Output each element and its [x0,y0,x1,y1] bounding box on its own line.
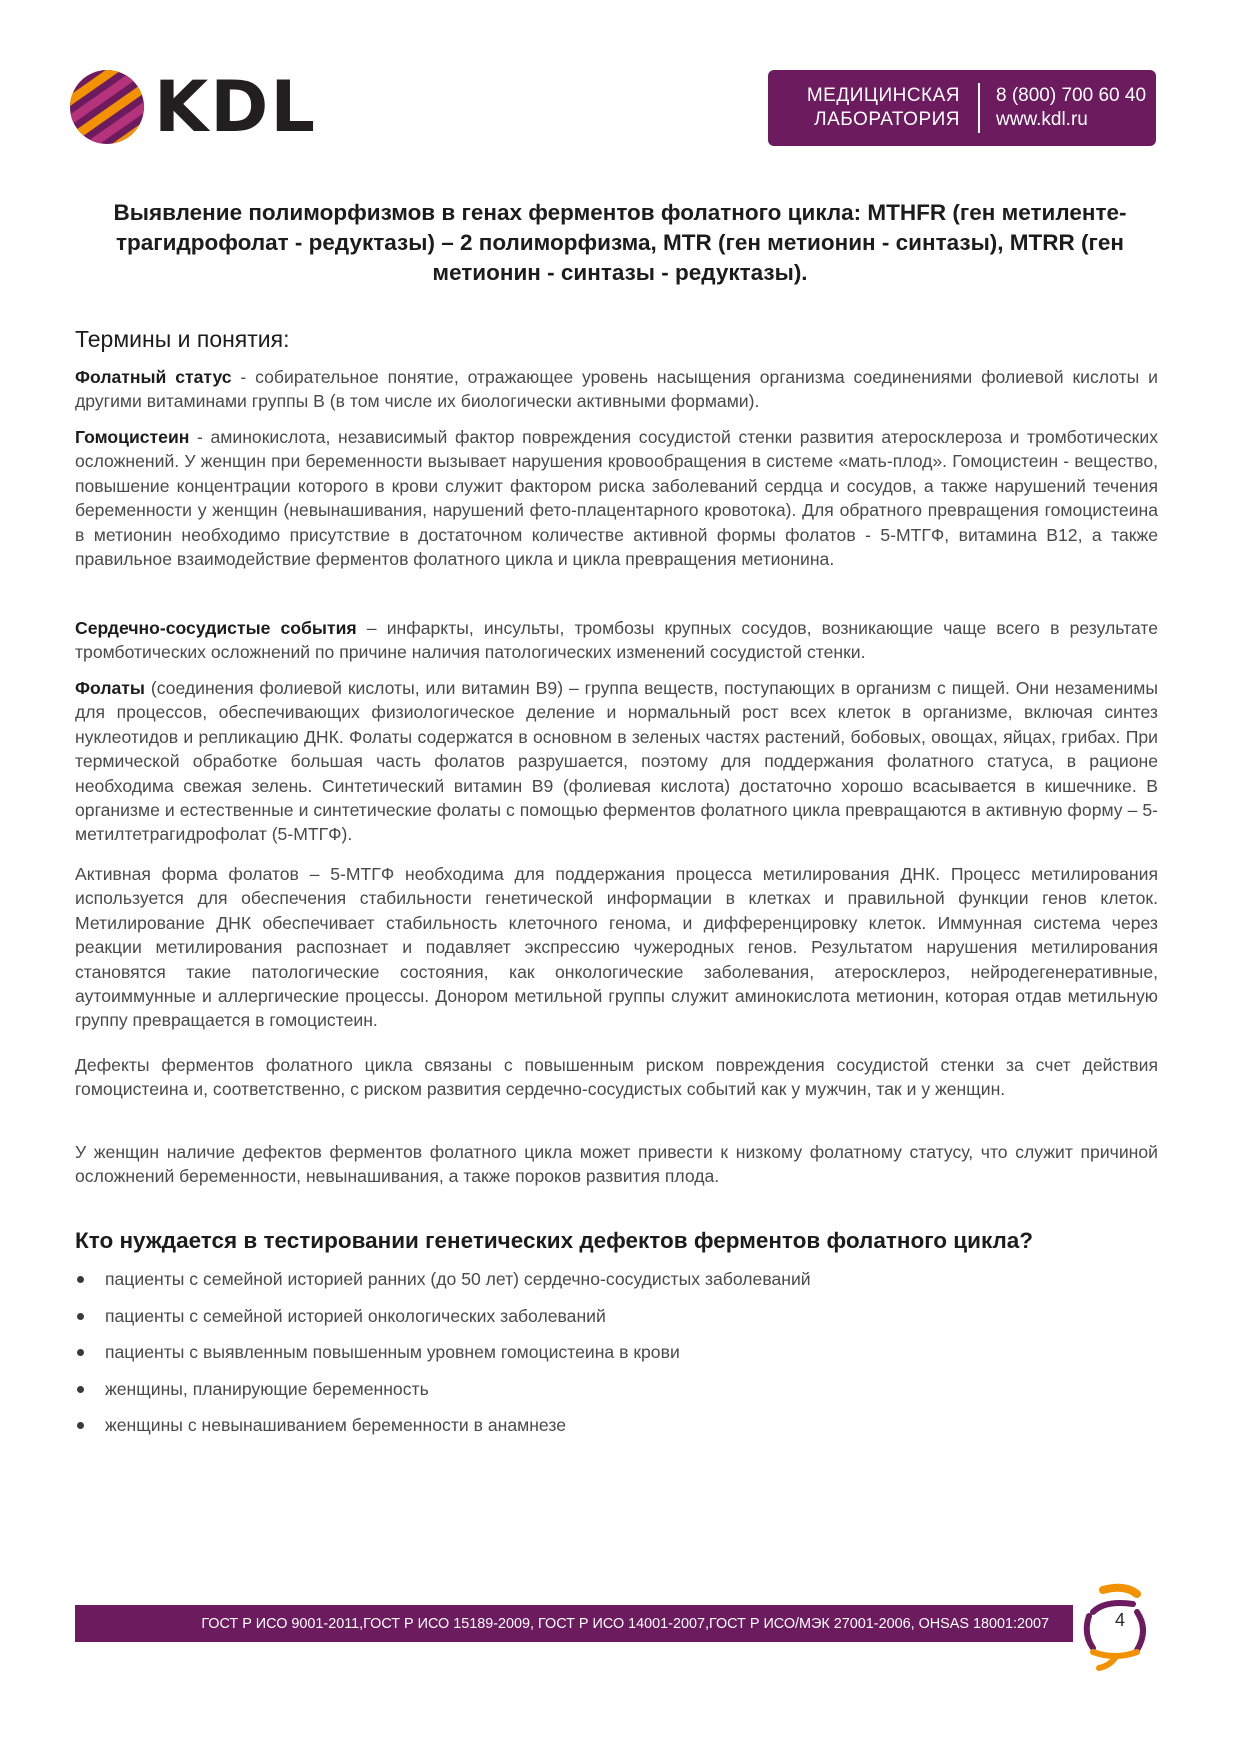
header-contact-box [768,70,1156,146]
contact-info [980,84,1146,132]
homocysteine-text: - аминокислота, независимый фактор повреждения сосудистой стенки развития атеросклероза и тромботических осложнений. У женщин при беременности вызывает нарушения кровообращения в системе «мать-плод». Гомоцистеин - вещество, повышение концентрации которого в крови служит фактором риска заболеваний сердца и сосудов, а также нарушений течения беременности у женщин (невынашивания, нарушений фето-плацентарного кровотока). Для обратного превращения гомоцистеина в метионин необходимо присутствие в достаточном количестве активной формы фолатов - 5-МТГФ, витамина В12, а также правильное взаимодействие ферментов фолатного цикла и цикла превращения метионина. [75,427,1158,570]
website-link[interactable]: www.kdl.ru [996,109,1088,130]
logo-wordmark: KDL [154,66,317,148]
homocysteine-term: Гомоцистеин [75,427,190,447]
kdl-logo [68,68,317,146]
testing-heading: Кто нуждается в тестировании генетических дефектов ферментов фолатного цикла? [75,1228,1034,1253]
lab-label [768,84,978,132]
phone-number: 8 (800) 700 60 40 [996,85,1147,106]
list-item: пациенты с семейной историей ранних (до 50 лет) сердечно-сосудистых заболеваний [75,1267,811,1304]
list-item: женщины с невынашиванием беременности в анамнезе [75,1413,811,1450]
cv-events-paragraph [75,616,1158,665]
homocysteine-paragraph [75,425,1158,571]
cv-events-text: – инфаркты, инсульты, тромбозы крупных сосудов, возникающие чаще всего в результате тромботических осложнений по причине наличия патологических изменений сосудистой стенки. [75,618,1158,663]
folate-status-paragraph [75,365,1158,414]
list-item: пациенты с семейной историей онкологических заболеваний [75,1304,811,1341]
cv-events-term: Сердечно-сосудистые события [75,618,357,638]
footer-standards-text: ГОСТ Р ИСО 9001-2011,ГОСТ Р ИСО 15189-2009, ГОСТ Р ИСО 14001-2007,ГОСТ Р ИСО/МЭК 27001-2006, OHSAS 18001:2007 [201,1615,1049,1632]
title-line-1: Выявление полиморфизмов в генах ферментов фолатного цикла: MTHFR (ген метиленте- [113,200,1127,225]
lab-line-1: МЕДИЦИНСКАЯ [806,85,960,106]
title-line-2: трагидрофолат - редуктазы) – 2 полиморфизма, MTR (ген метионин - синтазы), MTRR (ген [116,230,1124,255]
list-item: пациенты с выявленным повышенным уровнем гомоцистеина в крови [75,1340,811,1377]
lab-line-2: ЛАБОРАТОРИЯ [814,109,960,130]
footer-standards-bar [75,1605,1073,1642]
women-paragraph: У женщин наличие дефектов ферментов фолатного цикла может привести к низкому фолатному статусу, что служит причиной осложнений беременности, невынашивания, а также пороков развития плода. [75,1142,1158,1187]
folates-paragraph [75,676,1158,847]
page-number: 4 [1114,1610,1125,1630]
document-title [70,198,1170,288]
kdl-logo-icon [68,68,146,146]
list-item: женщины, планирующие беременность [75,1377,811,1414]
folates-text: (соединения фолиевой кислоты, или витамин В9) – группа веществ, поступающих в организм с пищей. Они незаменимы для процессов, обеспечивающих физиологическое деление и нормальный рост всех клеток в организме, включая синтез нуклеотидов и репликацию ДНК. Фолаты содержатся в основном в зеленых частях растений, бобовых, овощах, яйцах, грибах. При термической обработке большая часть фолатов разрушается, поэтому для поддержания фолатного статуса, в рационе необходима свежая зелень. Синтетический витамин В9 (фолиевая кислота) достаточно хорошо всасывается в кишечнике. В организме и естественные и синтетические фолаты с помощью ферментов фолатного цикла превращаются в активную форму – 5-метилтетрагидрофолат (5-МТГФ). [75,678,1158,845]
title-line-3: метионин - синтазы - редуктазы). [432,260,808,285]
terms-heading: Термины и понятия: [75,326,290,352]
testing-list [75,1267,811,1450]
folate-status-term: Фолатный статус [75,367,232,387]
folates-term: Фолаты [75,678,145,698]
active-form-paragraph: Активная форма фолатов – 5-МТГФ необходима для поддержания процесса метилирования ДНК. Процесс метилирования используется для обеспечения стабильности генетической информации в клетках и правильной функции генов клеток. Метилирование ДНК обеспечивает стабильность клеточного генома, и дифференцировку клеток. Иммунная система через реакции метилирования распознает и подавляет экспрессию чужеродных генов. Результатом нарушения метилирования становятся такие патологические состояния, как онкологические заболевания, атеросклероз, нейродегенеративные, аутоиммунные и аллергические процессы. Донором метильной группы служит аминокислота метионин, которая отдав метильную группу превращается в гомоцистеин. [75,864,1158,1031]
defects-paragraph: Дефекты ферментов фолатного цикла связаны с повышенным риском повреждения сосудистой стенки за счет действия гомоцистеина и, соответственно, с риском развития сердечно-сосудистых событий как у мужчин, так и у женщин. [75,1055,1158,1100]
folate-status-text: - собирательное понятие, отражающее уровень насыщения организма соединениями фолиевой кислоты и другими витаминами группы В (в том числе их биологически активными формами). [75,367,1158,412]
